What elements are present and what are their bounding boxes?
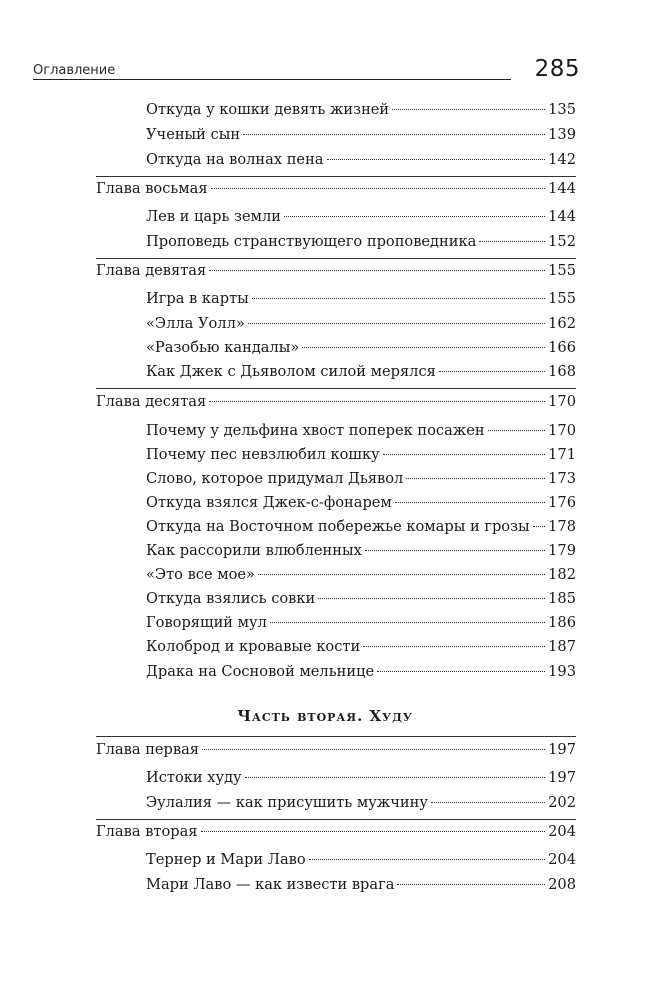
dot-leader — [248, 323, 545, 324]
chapter-title: Глава девятая — [96, 262, 207, 279]
story-title: Говорящий мул — [146, 614, 267, 631]
dot-leader — [488, 430, 546, 431]
toc-chapter-entry[interactable] — [96, 177, 576, 201]
toc-story-entry[interactable] — [146, 515, 576, 539]
story-title: Как рассорили влюбленных — [146, 542, 362, 559]
dot-leader — [252, 298, 545, 299]
dot-leader — [211, 188, 546, 189]
dot-leader — [377, 671, 545, 672]
story-title: Почему у дельфина хвост поперек посажен — [146, 422, 485, 439]
dot-leader — [284, 216, 545, 217]
story-title: Откуда на Восточном побережье комары и грозы — [146, 518, 530, 535]
toc-story-entry[interactable] — [146, 98, 576, 122]
toc-story-entry[interactable] — [146, 491, 576, 515]
dot-leader — [406, 478, 545, 479]
dot-leader — [431, 802, 545, 803]
story-page: 204 — [548, 851, 576, 868]
dot-leader — [327, 159, 546, 160]
story-page: 166 — [548, 339, 576, 356]
story-page: 187 — [548, 638, 576, 655]
dot-leader — [209, 270, 545, 271]
toc-story-entry[interactable] — [146, 419, 576, 443]
story-page: 168 — [548, 363, 576, 380]
story-page: 135 — [548, 101, 576, 118]
story-title: Как Джек с Дьяволом силой мерялся — [146, 363, 436, 380]
toc-chapter-entry[interactable] — [96, 820, 576, 844]
toc-story-entry[interactable] — [146, 791, 576, 815]
story-page: 139 — [548, 126, 576, 143]
story-page: 193 — [548, 663, 576, 680]
dot-leader — [202, 749, 545, 750]
part-title: Часть вторая. Худу — [237, 707, 413, 725]
dot-leader — [209, 401, 545, 402]
toc-story-entry[interactable] — [146, 336, 576, 360]
story-page: 162 — [548, 315, 576, 332]
toc-chapter-entry[interactable] — [96, 259, 576, 283]
story-title: «Разобью кандалы» — [146, 339, 300, 356]
story-title: Колоброд и кровавые кости — [146, 638, 361, 655]
dot-leader — [201, 831, 546, 832]
story-page: 186 — [548, 614, 576, 631]
toc-story-entry[interactable] — [146, 148, 576, 172]
toc-story-entry[interactable] — [146, 467, 576, 491]
story-page: 178 — [548, 518, 576, 535]
story-page: 152 — [548, 233, 576, 250]
dot-leader — [479, 241, 545, 242]
story-title: Откуда у кошки девять жизней — [146, 101, 390, 118]
story-page: 144 — [548, 208, 576, 225]
toc-story-entry[interactable] — [146, 848, 576, 872]
story-page: 202 — [548, 794, 576, 811]
story-page: 185 — [548, 590, 576, 607]
toc-story-entry[interactable] — [146, 360, 576, 384]
toc-story-entry[interactable] — [146, 230, 576, 254]
story-title: Эулалия — как присушить мужчину — [146, 794, 428, 811]
chapter-page: 155 — [548, 262, 576, 279]
dot-leader — [363, 646, 545, 647]
story-title: Откуда взялся Джек-с-фонарем — [146, 494, 392, 511]
story-page: 208 — [548, 876, 576, 893]
dot-leader — [533, 526, 545, 527]
story-title: Проповедь странствующего проповедника — [146, 233, 477, 250]
toc-story-entry[interactable] — [146, 287, 576, 311]
story-page: 142 — [548, 151, 576, 168]
story-title: Игра в карты — [146, 290, 249, 307]
story-title: Лев и царь земли — [146, 208, 281, 225]
running-head: Оглавление — [33, 63, 116, 78]
chapter-title: Глава первая — [96, 741, 200, 758]
story-page: 179 — [548, 542, 576, 559]
toc-story-entry[interactable] — [146, 123, 576, 147]
dot-leader — [365, 550, 545, 551]
toc-story-entry[interactable] — [146, 312, 576, 336]
chapter-title: Глава восьмая — [96, 180, 208, 197]
section-rule — [96, 388, 576, 389]
dot-leader — [258, 574, 545, 575]
chapter-page: 204 — [548, 823, 576, 840]
chapter-page: 170 — [548, 393, 576, 410]
story-title: Драка на Сосновой мельнице — [146, 663, 375, 680]
dot-leader — [309, 859, 545, 860]
toc-story-entry[interactable] — [146, 611, 576, 635]
dot-leader — [302, 347, 545, 348]
dot-leader — [439, 371, 545, 372]
story-title: Почему пес невзлюбил кошку — [146, 446, 380, 463]
section-rule — [96, 736, 576, 737]
story-title: Истоки худу — [146, 769, 242, 786]
toc-chapter-entry[interactable] — [96, 738, 576, 762]
story-page: 197 — [548, 769, 576, 786]
dot-leader — [392, 109, 545, 110]
story-page: 182 — [548, 566, 576, 583]
dot-leader — [270, 622, 545, 623]
toc-story-entry[interactable] — [146, 539, 576, 563]
story-title: Откуда взялись совки — [146, 590, 316, 607]
toc-story-entry[interactable] — [146, 873, 576, 897]
story-title: «Элла Уолл» — [146, 315, 245, 332]
story-page: 171 — [548, 446, 576, 463]
dot-leader — [383, 454, 545, 455]
chapter-title: Глава вторая — [96, 823, 198, 840]
story-page: 173 — [548, 470, 576, 487]
dot-leader — [318, 598, 545, 599]
story-title: Откуда на волнах пена — [146, 151, 324, 168]
toc-story-entry[interactable] — [146, 635, 576, 659]
dot-leader — [243, 134, 545, 135]
header-rule — [33, 79, 511, 80]
story-page: 155 — [548, 290, 576, 307]
chapter-page: 197 — [548, 741, 576, 758]
dot-leader — [245, 777, 546, 778]
dot-leader — [397, 884, 545, 885]
toc-story-entry[interactable] — [146, 205, 576, 229]
chapter-page: 144 — [548, 180, 576, 197]
toc-chapter-entry[interactable] — [96, 390, 576, 414]
toc-story-entry[interactable] — [146, 587, 576, 611]
story-page: 176 — [548, 494, 576, 511]
story-title: Слово, которое придумал Дьявол — [146, 470, 404, 487]
toc-story-entry[interactable] — [146, 766, 576, 790]
story-title: Тернер и Мари Лаво — [146, 851, 306, 868]
story-page: 170 — [548, 422, 576, 439]
toc-story-entry[interactable] — [146, 443, 576, 467]
story-title: Ученый сын — [146, 126, 241, 143]
page-number: 285 — [534, 56, 580, 82]
story-title: «Это все мое» — [146, 566, 255, 583]
dot-leader — [395, 502, 545, 503]
chapter-title: Глава десятая — [96, 393, 207, 410]
story-title: Мари Лаво — как извести врага — [146, 876, 395, 893]
toc-story-entry[interactable] — [146, 563, 576, 587]
toc-story-entry[interactable] — [146, 660, 576, 684]
